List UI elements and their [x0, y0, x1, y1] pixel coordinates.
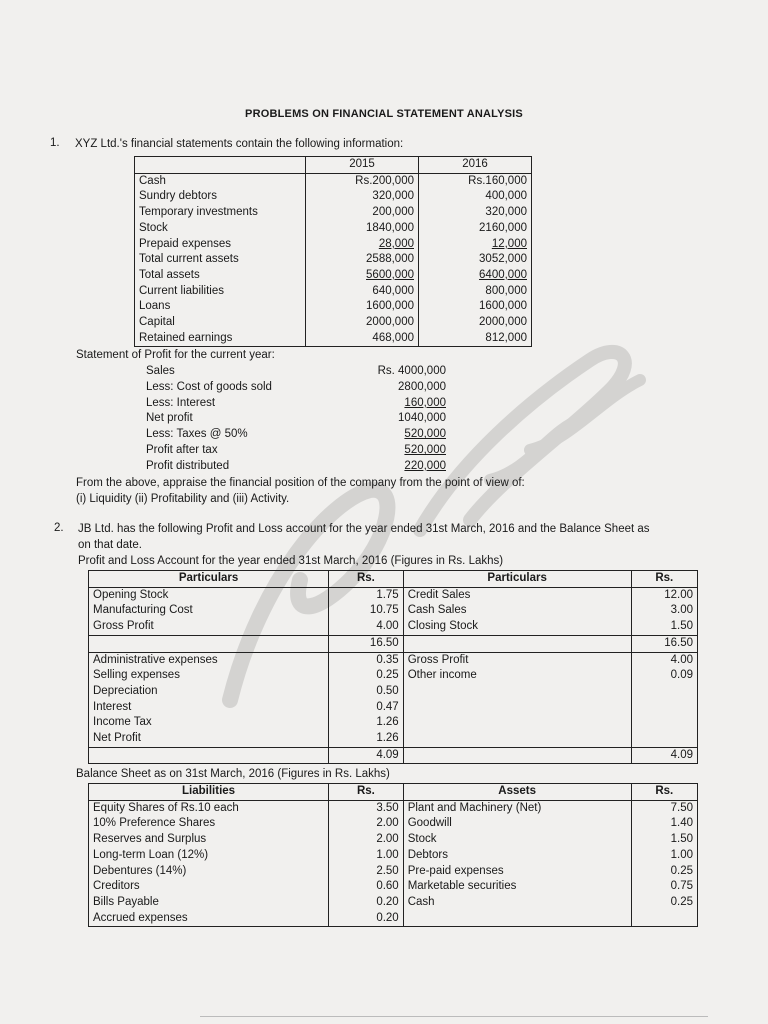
profit-row-value — [372, 411, 446, 427]
table-row — [135, 173, 532, 189]
table-cell: Depreciation — [89, 684, 329, 700]
table-row — [135, 299, 532, 315]
table-cell — [89, 635, 329, 652]
table-cell: Stock — [403, 832, 631, 848]
balance-sheet-table — [88, 783, 698, 927]
table-cell-text: 400,000 — [485, 190, 527, 203]
table-cell-text: 12,000 — [491, 237, 527, 250]
profit-row-label: Sales — [146, 365, 175, 377]
table-cell-text: 2588,000 — [366, 253, 414, 266]
table-cell — [631, 911, 697, 927]
table-cell: 0.25 — [631, 864, 697, 880]
table-cell-text: 320,000 — [485, 206, 527, 219]
table-cell: 1.40 — [631, 816, 697, 832]
table-cell — [419, 284, 532, 300]
table-cell-text: Capital — [139, 316, 175, 329]
table-cell: 12.00 — [631, 587, 697, 603]
table-row — [89, 879, 698, 895]
table-cell: Opening Stock — [89, 587, 329, 603]
table-cell: 7.50 — [631, 800, 697, 816]
table-cell — [419, 268, 532, 284]
table-cell — [403, 715, 631, 731]
table-header-cell: 2016 — [419, 157, 532, 174]
table-cell — [135, 315, 306, 331]
table-cell-text: 28,000 — [378, 237, 414, 250]
table-cell: 1.26 — [329, 731, 404, 747]
table-cell — [403, 747, 631, 764]
balance-sheet-heading: Balance Sheet as on 31st March, 2016 (Figures in Rs. Lakhs) — [76, 768, 390, 780]
table-cell: Marketable securities — [403, 879, 631, 895]
table-row — [89, 832, 698, 848]
table-cell — [135, 284, 306, 300]
table-cell: Equity Shares of Rs.10 each — [89, 800, 329, 816]
table-cell — [419, 173, 532, 189]
table-cell-text: 200,000 — [372, 206, 414, 219]
profit-row-value — [372, 380, 446, 396]
table-cell: 1.00 — [631, 848, 697, 864]
table-cell: 0.47 — [329, 700, 404, 716]
table-cell: Net Profit — [89, 731, 329, 747]
table-cell-text: 1840,000 — [366, 221, 414, 234]
table-cell: 3.50 — [329, 800, 404, 816]
table-row — [89, 895, 698, 911]
table-cell — [403, 684, 631, 700]
q1-ask-line-2: (i) Liquidity (ii) Profitability and (iii) Activity. — [76, 493, 290, 505]
table-row — [135, 205, 532, 221]
table-cell — [306, 173, 419, 189]
table-cell: 16.50 — [329, 635, 404, 652]
profit-row-value-text: 520,000 — [404, 428, 446, 441]
table-cell — [419, 221, 532, 237]
table-cell — [89, 747, 329, 764]
table-cell: 0.35 — [329, 652, 404, 668]
question-2-number: 2. — [54, 522, 64, 534]
table-cell — [631, 700, 697, 716]
table-cell — [403, 911, 631, 927]
table-cell — [135, 268, 306, 284]
table-cell-text: Total assets — [139, 268, 200, 281]
table-cell: 16.50 — [631, 635, 697, 652]
table-cell: Long-term Loan (12%) — [89, 848, 329, 864]
table-row — [89, 603, 698, 619]
table-header-cell — [135, 157, 306, 174]
profit-row-value — [372, 427, 446, 443]
table-cell-text: 320,000 — [372, 190, 414, 203]
table-cell: 2.00 — [329, 816, 404, 832]
table-cell: 4.00 — [329, 619, 404, 635]
table-cell: Debtors — [403, 848, 631, 864]
table-header-cell: Rs. — [329, 784, 404, 801]
table-cell-text: 2000,000 — [479, 316, 527, 329]
table-cell: Administrative expenses — [89, 652, 329, 668]
table-cell — [306, 252, 419, 268]
table-cell — [306, 189, 419, 205]
table-row — [135, 331, 532, 347]
table-cell — [403, 700, 631, 716]
table-cell-text: Current liabilities — [139, 284, 225, 297]
table-cell — [419, 331, 532, 347]
table-cell: Pre-paid expenses — [403, 864, 631, 880]
table-cell — [135, 331, 306, 347]
table-cell — [419, 299, 532, 315]
table-cell-text: 3052,000 — [479, 253, 527, 266]
profit-row-value-text: 520,000 — [404, 444, 446, 456]
table-row — [135, 315, 532, 331]
profit-row-label: Less: Interest — [146, 396, 216, 409]
profit-row-label: Net profit — [146, 412, 193, 425]
table-header-cell: Assets — [403, 784, 631, 801]
table-row — [89, 911, 698, 927]
table-cell-text: Loans — [139, 300, 171, 313]
profit-row-value — [372, 443, 446, 459]
profit-row-label: Less: Taxes @ 50% — [146, 428, 248, 441]
table-cell — [419, 252, 532, 268]
table-header-cell: Rs. — [631, 571, 697, 588]
table-header-row — [135, 157, 532, 174]
table-row — [89, 652, 698, 668]
table-header-cell: Rs. — [329, 571, 404, 588]
table-cell — [135, 252, 306, 268]
table-cell: Bills Payable — [89, 895, 329, 911]
table-cell-text: 812,000 — [485, 331, 527, 344]
table-cell-text: 5600,000 — [366, 268, 414, 281]
table-cell: Gross Profit — [89, 619, 329, 635]
question-2-intro-line-1: JB Ltd. has the following Profit and Loss account for the year ended 31st March, 2016 and the Balance Sheet as — [78, 523, 650, 535]
table-row — [135, 252, 532, 268]
table-cell: Interest — [89, 700, 329, 716]
profit-row-label: Less: Cost of goods sold — [146, 380, 272, 393]
table-cell — [135, 299, 306, 315]
table-cell-text: Cash — [139, 174, 166, 187]
question-1-number: 1. — [50, 137, 60, 149]
table-row — [135, 221, 532, 237]
table-cell — [419, 237, 532, 253]
table-cell-text: Stock — [139, 221, 168, 234]
table-cell: 1.75 — [329, 587, 404, 603]
table-cell — [306, 221, 419, 237]
table-cell-text: 468,000 — [372, 331, 414, 344]
table-row — [135, 268, 532, 284]
table-cell: 10% Preference Shares — [89, 816, 329, 832]
table-cell — [403, 635, 631, 652]
table-cell-text: 2160,000 — [479, 221, 527, 234]
table-row — [89, 715, 698, 731]
table-cell: Income Tax — [89, 715, 329, 731]
table-cell: Gross Profit — [403, 652, 631, 668]
table-cell: Credit Sales — [403, 587, 631, 603]
pl-account-heading: Profit and Loss Account for the year ended 31st March, 2016 (Figures in Rs. Lakhs) — [78, 555, 504, 567]
table-cell: Reserves and Surplus — [89, 832, 329, 848]
table-cell: Selling expenses — [89, 668, 329, 684]
table-cell-text: Total current assets — [139, 253, 239, 266]
table-cell: 2.50 — [329, 864, 404, 880]
table-row — [135, 189, 532, 205]
table-cell-text: 1600,000 — [366, 300, 414, 313]
table-cell — [306, 331, 419, 347]
table-cell: 0.20 — [329, 911, 404, 927]
page-bottom-edge — [200, 1016, 708, 1017]
table-cell — [419, 205, 532, 221]
table-total-row — [89, 747, 698, 764]
table-cell — [135, 237, 306, 253]
table-cell-text: 640,000 — [372, 284, 414, 297]
table-cell: Goodwill — [403, 816, 631, 832]
table-cell-text: Rs.160,000 — [468, 174, 527, 187]
profit-row-value — [372, 459, 446, 475]
profit-row-label: Profit after tax — [146, 444, 218, 456]
table-header-cell: Particulars — [89, 571, 329, 588]
table-cell: Manufacturing Cost — [89, 603, 329, 619]
table-cell: 10.75 — [329, 603, 404, 619]
profit-statement-heading: Statement of Profit for the current year: — [76, 349, 275, 361]
profit-row-value — [372, 364, 446, 380]
table-cell-text: Rs.200,000 — [355, 174, 414, 187]
table-cell — [306, 268, 419, 284]
table-cell-text: 800,000 — [485, 284, 527, 297]
table-header-row — [89, 571, 698, 588]
table-cell: Closing Stock — [403, 619, 631, 635]
table-cell — [135, 189, 306, 205]
table-cell-text: 2000,000 — [366, 316, 414, 329]
table-cell — [135, 173, 306, 189]
table-cell: Accrued expenses — [89, 911, 329, 927]
table-cell — [306, 299, 419, 315]
table-header-cell: Rs. — [631, 784, 697, 801]
table-row — [135, 237, 532, 253]
table-cell-text: Sundry debtors — [139, 190, 217, 203]
table-cell: Cash Sales — [403, 603, 631, 619]
table-cell: 3.00 — [631, 603, 697, 619]
table-cell: 0.25 — [329, 668, 404, 684]
table-row — [89, 800, 698, 816]
table-cell: 0.20 — [329, 895, 404, 911]
profit-loss-table — [88, 570, 698, 764]
table-cell — [631, 715, 697, 731]
table-cell-text: Retained earnings — [139, 331, 233, 344]
table-cell: 0.60 — [329, 879, 404, 895]
profit-row-value-text: 160,000 — [404, 396, 446, 409]
table-cell — [631, 731, 697, 747]
table-row — [89, 731, 698, 747]
page-title: PROBLEMS ON FINANCIAL STATEMENT ANALYSIS — [245, 108, 523, 120]
table-header-cell: Liabilities — [89, 784, 329, 801]
table-cell: Debentures (14%) — [89, 864, 329, 880]
table-cell: Plant and Machinery (Net) — [403, 800, 631, 816]
q1-ask-line-1: From the above, appraise the financial position of the company from the point of view of: — [76, 477, 525, 489]
profit-row-value-text: Rs. 4000,000 — [377, 365, 446, 377]
table-cell: Cash — [403, 895, 631, 911]
question-2-intro-line-2: on that date. — [78, 539, 142, 551]
table-cell: 4.09 — [631, 747, 697, 764]
question-1-intro: XYZ Ltd.'s financial statements contain the following information: — [75, 138, 404, 150]
table-cell-text: Prepaid expenses — [139, 237, 232, 250]
profit-row-value-text: 1040,000 — [398, 412, 446, 425]
table-header-row — [89, 784, 698, 801]
table-cell-text: 6400,000 — [479, 268, 527, 281]
table-cell: 2.00 — [329, 832, 404, 848]
table-row — [89, 587, 698, 603]
table-cell: Creditors — [89, 879, 329, 895]
table-cell: 1.50 — [631, 832, 697, 848]
table-row — [89, 619, 698, 635]
table-cell — [306, 315, 419, 331]
table-cell: 4.09 — [329, 747, 404, 764]
table-cell — [631, 684, 697, 700]
table-row — [89, 668, 698, 684]
table-cell: 1.00 — [329, 848, 404, 864]
table-cell-text: 1600,000 — [479, 300, 527, 313]
table-row — [89, 700, 698, 716]
table-cell — [135, 221, 306, 237]
table-cell — [419, 315, 532, 331]
table-total-row — [89, 635, 698, 652]
table-cell — [135, 205, 306, 221]
table-cell — [306, 205, 419, 221]
table-row — [89, 816, 698, 832]
table-cell — [306, 284, 419, 300]
table-cell: 0.50 — [329, 684, 404, 700]
table-row — [135, 284, 532, 300]
table-cell: 4.00 — [631, 652, 697, 668]
table-cell — [306, 237, 419, 253]
profit-row-value — [372, 396, 446, 412]
table-cell — [403, 731, 631, 747]
table-cell: 0.25 — [631, 895, 697, 911]
table-cell: 0.09 — [631, 668, 697, 684]
profit-row-label: Profit distributed — [146, 459, 230, 472]
table-cell: Other income — [403, 668, 631, 684]
table-row — [89, 848, 698, 864]
table-cell — [419, 189, 532, 205]
table-row — [89, 684, 698, 700]
profit-row-value-text: 2800,000 — [398, 380, 446, 393]
table-header-cell: 2015 — [306, 157, 419, 174]
table-row — [89, 864, 698, 880]
table-header-cell: Particulars — [403, 571, 631, 588]
table-cell: 1.50 — [631, 619, 697, 635]
profit-row-value-text: 220,000 — [404, 459, 446, 472]
table-cell: 1.26 — [329, 715, 404, 731]
table-cell: 0.75 — [631, 879, 697, 895]
q1-financial-table — [134, 156, 532, 347]
table-cell-text: Temporary investments — [139, 206, 258, 219]
